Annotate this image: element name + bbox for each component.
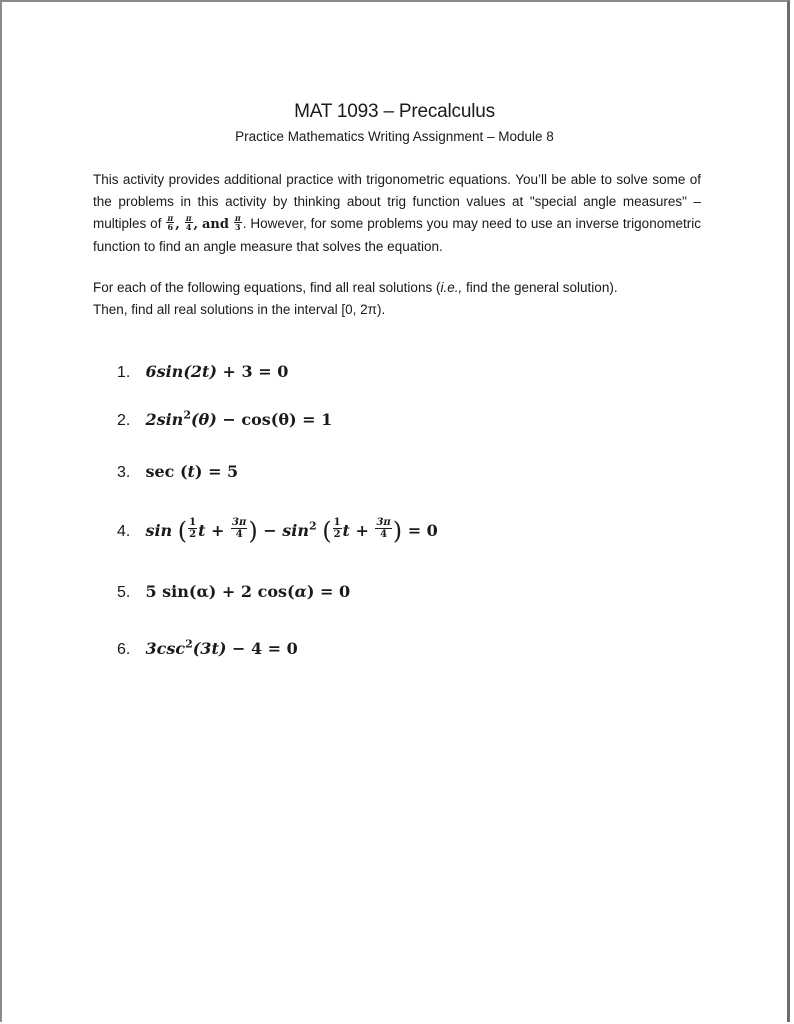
equation: $2\sin^2(\theta) - \cos(\theta) = 1$ [145,409,333,430]
equation: sec (t) = 5 [145,462,239,481]
instructions-paragraph [93,277,693,321]
fraction-one-half: $\frac{1}{2}$ [333,517,341,540]
fraction-pi-over-3: $\frac{\pi}{3}$ [234,212,241,232]
equation: 5 sin(α) + 2 cos(α) = 0 [145,582,351,601]
problem-1: 1. 6sin(2t) + 3 = 0 [117,362,289,381]
equation: $3\csc^2(3t) - 4 = 0$ [145,638,298,659]
problem-5: 5. 5 sin(α) + 2 cos(α) = 0 [117,582,351,601]
instructions-line-2: Then, find all real solutions in the interval [0, 2π). [93,302,386,317]
intro-paragraph: This activity provides additional practice with trigonometric equations. You’ll be able to solve some of the problems in this activity by thinking about trig function values at "special angle measures" – multiples of $\frac{\pi}{6}$ , $\frac{\pi}{4}$ , and $\frac{\pi}{3}$ . However, for some problems you may need to use an inverse trigonometric function to find an angle measure that solves the equation. [93,172,701,254]
fraction-3pi-over-4: $\frac{3\pi}{4}$ [376,517,391,540]
problem-4: 4. sin ( $\frac{1}{2}$ t + $\frac{3\pi}{4}$ ) − $\sin^2$ ( $\frac{1}{2}$ t + $\frac{3\pi}{4}$ ) = 0 [117,517,438,545]
and-word: and [202,217,229,232]
instructions-line-1: For each of the following equations, find all real solutions (i.e., find the general solution). [93,280,618,295]
fraction-pi-over-4: $\frac{\pi}{4}$ [185,212,192,232]
intro-text-part1: This activity provides additional practice with trigonometric equations. You’ll be able to solve some of the problems in this activity by thinking about trig function values at "special angle measures" – multiples of [93,172,701,231]
page-subtitle: Practice Mathematics Writing Assignment – Module 8 [235,129,554,144]
intro-text-part2: . However, for some problems you may need to use an inverse trigonometric function to find an angle measure that solves the equation. [93,216,701,254]
page-title: MAT 1093 – Precalculus [294,101,495,122]
fraction-one-half: $\frac{1}{2}$ [189,517,197,540]
problem-2: 2. $2\sin^2(\theta) - \cos(\theta) = 1$ [117,409,333,430]
fraction-pi-over-6: $\frac{\pi}{6}$ [167,212,174,232]
equation: 6sin(2t) + 3 = 0 [145,362,289,381]
fraction-3pi-over-4: $\frac{3\pi}{4}$ [232,517,247,540]
problem-3: 3. sec (t) = 5 [117,462,239,481]
problem-6: 6. $3\csc^2(3t) - 4 = 0$ [117,638,298,659]
equation: sin ( $\frac{1}{2}$ t + $\frac{3\pi}{4}$ ) − $\sin^2$ ( $\frac{1}{2}$ t + $\frac{3\pi}{4}$ ) = 0 [145,517,438,545]
